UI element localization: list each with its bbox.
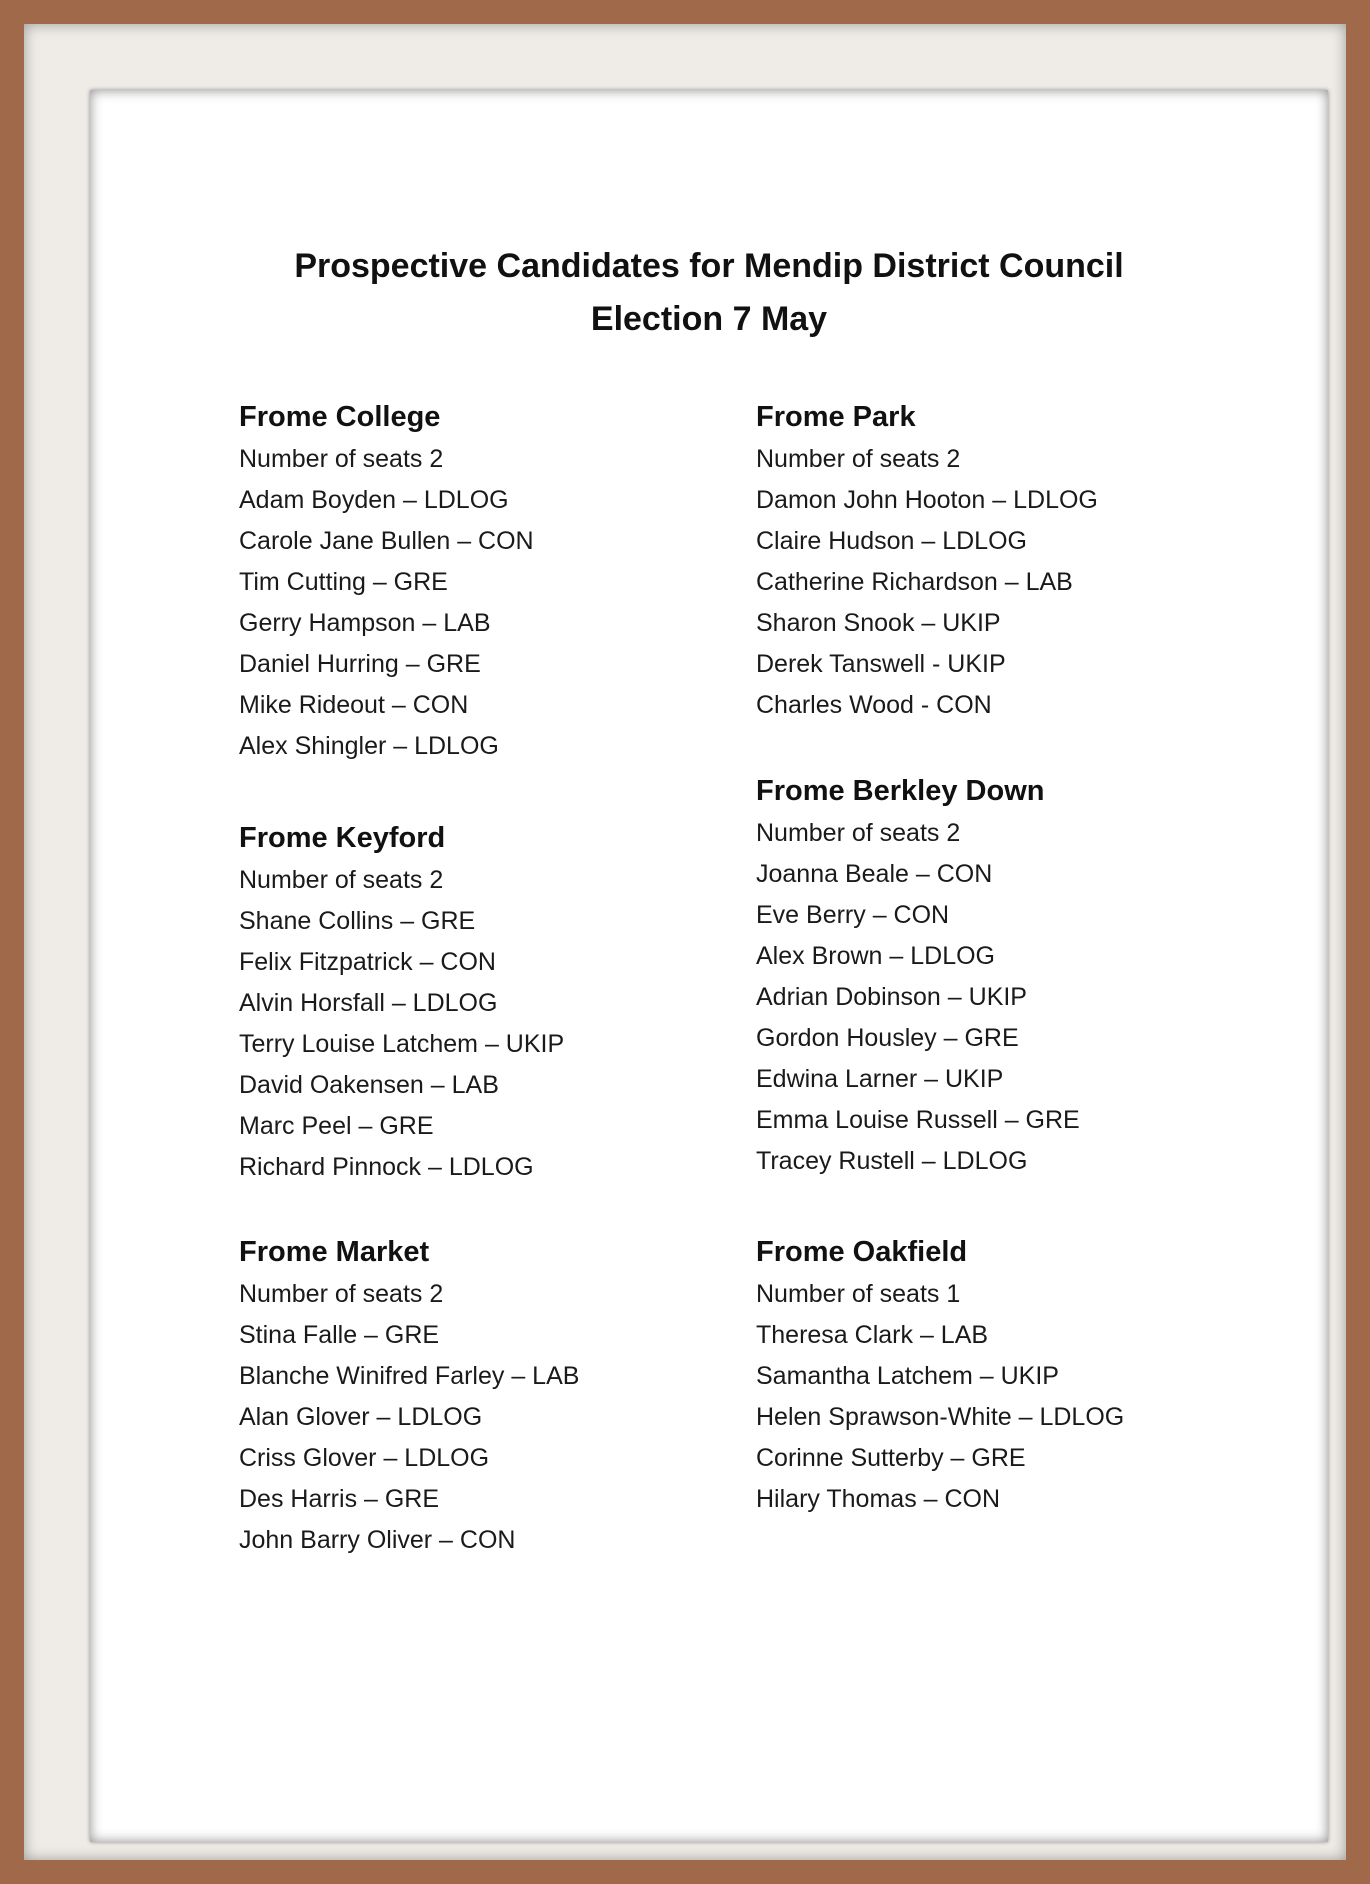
ward-name: Frome Keyford <box>239 822 446 854</box>
candidate: Damon John Hooton – LDLOG <box>756 486 1098 514</box>
document-title <box>90 240 1328 346</box>
ward-frome-oakfield <box>756 1230 1256 1520</box>
candidate: Tim Cutting – GRE <box>239 568 448 596</box>
candidate: Joanna Beale – CON <box>756 860 993 888</box>
candidate: Sharon Snook – UKIP <box>756 609 1001 637</box>
candidate: Alvin Horsfall – LDLOG <box>239 989 498 1017</box>
candidate: Charles Wood - CON <box>756 691 992 719</box>
candidate: Emma Louise Russell – GRE <box>756 1106 1080 1134</box>
candidate: Felix Fitzpatrick – CON <box>239 948 496 976</box>
candidate: Corinne Sutterby – GRE <box>756 1444 1026 1472</box>
title-line-2: Election 7 May <box>590 300 828 338</box>
candidate: Marc Peel – GRE <box>239 1112 434 1140</box>
candidate: John Barry Oliver – CON <box>239 1526 516 1554</box>
picture-frame-mat <box>24 24 1346 1860</box>
candidate: Helen Sprawson-White – LDLOG <box>756 1403 1125 1431</box>
candidate: Gerry Hampson – LAB <box>239 609 491 637</box>
candidate: Alex Shingler – LDLOG <box>239 732 499 760</box>
seats-count: Number of seats 1 <box>756 1280 961 1308</box>
ward-name: Frome Oakfield <box>756 1236 968 1268</box>
ward-frome-berkley-down <box>756 769 1256 1182</box>
candidate: Mike Rideout – CON <box>239 691 469 719</box>
candidate: Hilary Thomas – CON <box>756 1485 1001 1513</box>
candidate: Eve Berry – CON <box>756 901 950 929</box>
candidate: Des Harris – GRE <box>239 1485 440 1513</box>
candidate: Alex Brown – LDLOG <box>756 942 995 970</box>
candidate: Criss Glover – LDLOG <box>239 1444 490 1472</box>
candidate: Stina Falle – GRE <box>239 1321 440 1349</box>
candidate: Edwina Larner – UKIP <box>756 1065 1004 1093</box>
ward-name: Frome College <box>239 401 441 433</box>
candidate: Catherine Richardson – LAB <box>756 568 1073 596</box>
ward-frome-keyford <box>239 816 739 1188</box>
ward-name: Frome Park <box>756 401 916 433</box>
candidate: Gordon Housley – GRE <box>756 1024 1019 1052</box>
ward-frome-market <box>239 1230 739 1561</box>
seats-count: Number of seats 2 <box>239 445 444 473</box>
document-page <box>90 90 1328 1842</box>
candidate: Richard Pinnock – LDLOG <box>239 1153 534 1181</box>
title-line-1: Prospective Candidates for Mendip District Council <box>294 247 1124 285</box>
candidate: Theresa Clark – LAB <box>756 1321 989 1349</box>
candidate: Carole Jane Bullen – CON <box>239 527 534 555</box>
candidate: Terry Louise Latchem – UKIP <box>239 1030 565 1058</box>
seats-count: Number of seats 2 <box>239 1280 444 1308</box>
candidate: Adam Boyden – LDLOG <box>239 486 509 514</box>
ward-frome-college <box>239 395 739 767</box>
candidate: Adrian Dobinson – UKIP <box>756 983 1027 1011</box>
candidate: Samantha Latchem – UKIP <box>756 1362 1059 1390</box>
ward-name: Frome Berkley Down <box>756 775 1045 807</box>
seats-count: Number of seats 2 <box>756 445 961 473</box>
seats-count: Number of seats 2 <box>756 819 961 847</box>
ward-name: Frome Market <box>239 1236 430 1268</box>
candidate: Daniel Hurring – GRE <box>239 650 481 678</box>
candidate: Claire Hudson – LDLOG <box>756 527 1027 555</box>
candidate: Tracey Rustell – LDLOG <box>756 1147 1028 1175</box>
candidate: David Oakensen – LAB <box>239 1071 499 1099</box>
candidate: Shane Collins – GRE <box>239 907 476 935</box>
ward-frome-park <box>756 395 1256 726</box>
candidate: Derek Tanswell - UKIP <box>756 650 1006 678</box>
candidate: Blanche Winifred Farley – LAB <box>239 1362 580 1390</box>
candidate: Alan Glover – LDLOG <box>239 1403 483 1431</box>
seats-count: Number of seats 2 <box>239 866 444 894</box>
